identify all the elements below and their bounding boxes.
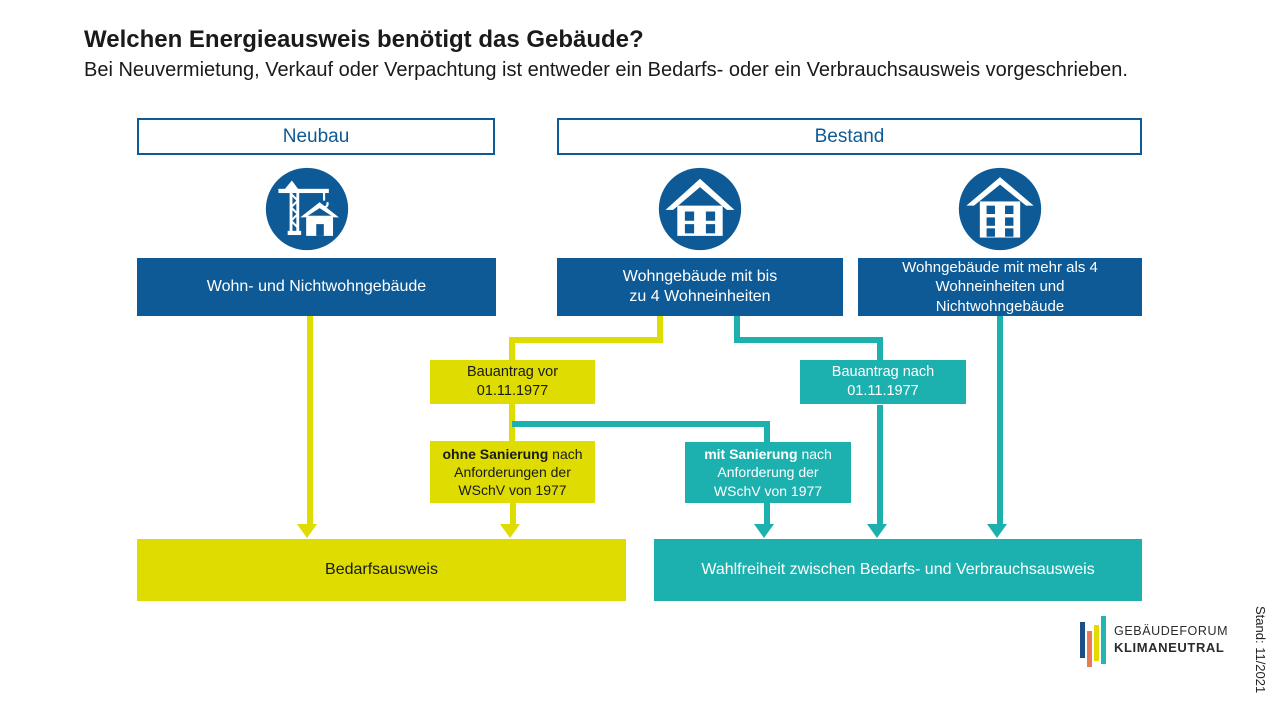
condition-box-bauantrag-vor [430,360,595,404]
arrowhead-teal-mit-sanierung [754,524,774,538]
result-box-bedarfsausweis [137,539,626,601]
house-many-units-icon [958,167,1042,251]
brand-logo [1080,612,1270,672]
category-box-mehr-als-4-wohneinheiten [858,258,1142,316]
logo-bar-teal [1101,616,1106,664]
connector-yellow-bis4-horizontal [509,337,663,343]
result-box-wahlfreiheit [654,539,1142,601]
page-subtitle: Bei Neuvermietung, Verkauf oder Verpachtung ist entweder ein Bedarfs- oder ein Verbrauchsausweis vorgeschrieben. [84,59,1128,81]
header-label-neubau: Neubau [282,125,350,147]
connector-teal-mit-sanierung-down [764,503,770,524]
category-label: Wohngebäude mit bis zu 4 Wohneinheiten [622,267,778,305]
category-label: Wohngebäude mit mehr als 4 Wohneinheiten und Nichtwohngebäude [902,259,1098,315]
condition-box-ohne-sanierung [430,441,595,503]
condition-label: Bauantrag nach 01.11.1977 [831,364,935,399]
header-label-bestand: Bestand [814,125,885,147]
connector-teal-bauantrag-nach-down [877,405,883,524]
condition-label: mit Sanierung nach Anforderung der WSchV von 1977 [704,446,832,499]
connector-teal-branch-horizontal [512,421,770,427]
connector-teal-to-bauantrag-nach [877,337,883,360]
condition-box-mit-sanierung [685,442,851,503]
connector-teal-mehr4-down [997,316,1003,524]
logo-bar-yellow [1094,625,1099,661]
result-label: Wahlfreiheit zwischen Bedarfs- und Verbrauchsausweis [701,561,1095,578]
condition-label: Bauantrag vor 01.11.1977 [466,364,559,399]
arrowhead-teal-bauantrag-nach [867,524,887,538]
connector-teal-to-mit-sanierung [764,421,770,442]
header-box-bestand [557,118,1142,155]
condition-box-bauantrag-nach [800,360,966,404]
category-label: Wohn- und Nichtwohngebäude [206,277,427,295]
logo-text-line2: KLIMANEUTRAL [1114,639,1225,655]
connector-yellow-neubau-down [307,316,313,524]
logo-bar-navy [1080,622,1085,658]
connector-yellow-ohne-sanierung-down [510,501,516,524]
connector-yellow-to-bauantrag-vor [509,337,515,360]
house-4-units-icon [658,167,742,251]
arrowhead-teal-mehr4 [987,524,1007,538]
stand-note: Stand: 11/2021 [1253,606,1268,694]
logo-bar-orange [1087,631,1092,667]
connector-teal-bis4-horizontal [734,337,883,343]
page-title: Welchen Energieausweis benötigt das Gebäude? [84,26,644,53]
logo-wordmark [1114,624,1228,656]
logo-text-line1: GEBÄUDEFORUM [1114,624,1229,638]
arrowhead-yellow-ohne-sanierung [500,524,520,538]
result-label: Bedarfsausweis [325,561,438,578]
category-box-wohn-nichtwohn [137,258,496,316]
category-box-bis-4-wohneinheiten [557,258,843,316]
arrowhead-yellow-neubau [297,524,317,538]
header-box-neubau [137,118,495,155]
crane-house-icon [265,167,349,251]
condition-label: ohne Sanierung nach Anforderungen der WSchV von 1977 [442,445,583,499]
